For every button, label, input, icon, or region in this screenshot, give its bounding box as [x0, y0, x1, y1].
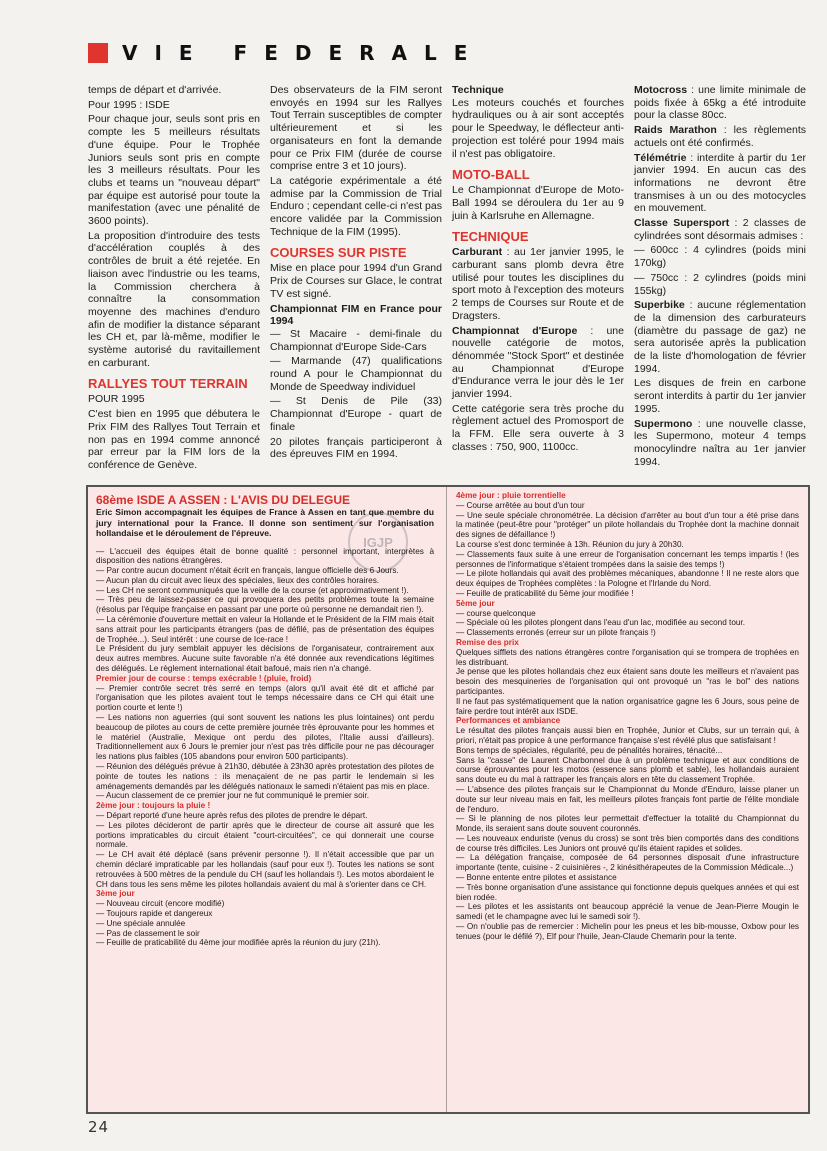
article-columns [88, 84, 808, 474]
box-paragraph: — Toujours rapide et dangereux [96, 908, 213, 918]
box-paragraph: Le résultat des pilotes français aussi bien en Trophée, Junior et Clubs, sur un terrain qui, à priori, n'était pas propice à une performance française s'est révélé plus que satisfaisant ! [456, 726, 799, 745]
paragraph: Des observateurs de la FIM seront envoyés en 1994 sur les Rallyes Tout Terrain susceptibles de compter ultérieurement et si les organisateurs en font la demande pour ce Prix FIM (durée de course comprise entre 3 et 10 jours). [270, 84, 442, 173]
paragraph: Les disques de frein en carbone seront interdits à partir du 1er janvier 1995. [634, 377, 806, 415]
paragraph: Mise en place pour 1994 d'un Grand Prix de Courses sur Glace, le contrat TV est signé. [270, 262, 442, 300]
column-2 [270, 84, 442, 474]
paragraph-carburant-label: Carburant [452, 246, 503, 259]
box-subheading: 5ème jour [456, 598, 495, 608]
paragraph [634, 84, 806, 122]
list-item: — St Macaire - demi-finale du Championnat d'Europe Side-Cars [270, 327, 442, 353]
column-1 [88, 84, 260, 474]
box-paragraph: — Aucun plan du circuit avec lieux des spéciales, lieux des contrôles horaires. [96, 575, 380, 585]
box-paragraph: — Par contre aucun document n'était écrit en français, langue officielle des 6 Jours. [96, 566, 399, 576]
box-paragraph: — Spéciale où les pilotes plongent dans l'eau d'un lac, modifiée au second tour. [456, 618, 745, 628]
subheading-championnat: Championnat FIM en France pour 1994 [270, 302, 442, 328]
box-subheading: 2ème jour : toujours la pluie ! [96, 801, 211, 811]
list-item: — St Denis de Pile (33) Championnat d'Europe - quart de finale [270, 395, 442, 433]
box-paragraph: — Nouveau circuit (encore modifié) [96, 899, 225, 909]
box-paragraph: — On n'oublie pas de remercier : Michelin pour les pneus et les bib-mousse, Oxbow pour les tenues (pour le défilé ?), Elf pour l'huile, Jean-Claude Chemarin pour la tente. [456, 922, 799, 941]
paragraph: Pour chaque jour, seuls sont pris en compte les 5 meilleurs résultats d'une équipe. Pour le Trophée Juniors seuls sont pris en compte les 3 meilleurs résultats. Pour les clubs et teams un "nouveau départ" par équipe est autorisé pour toute la manifestation (avec une pénalité de 3600 points). [88, 113, 260, 228]
box-paragraph: — Une spéciale annulée [96, 918, 186, 928]
box-paragraph: — La cérémonie d'ouverture mettait en valeur la Hollande et le Président de la FIM mais était sans attrait pour les participants étrangers (pas de défilé, pas de présentation des équipes de Trophée...). Seul intérêt : une course de Ice-race ! [96, 615, 434, 644]
paragraph: Les moteurs couchés et fourches hydrauliques ou à air sont acceptés pour le Speedway, le déflecteur anti-projection est toléré pour 1994 mais il n'est pas obligatoire. [452, 96, 624, 160]
column-3 [452, 84, 624, 474]
heading-technique: TECHNIQUE [452, 229, 529, 245]
box-paragraph: Quelques sifflets des nations étrangères contre l'organisation qui se trompera de trophées en les distribuant. [456, 647, 799, 667]
box-left-column [96, 493, 434, 948]
paragraph: — 750cc : 2 cylindres (poids mini 155kg) [634, 271, 806, 297]
paragraph: POUR 1995 [88, 393, 145, 406]
box-subheading: Premier jour de course : temps exécrable ! (pluie, froid) [96, 673, 312, 683]
box-paragraph: — L'accueil des équipes était de bonne qualité : personnel important, interprètes à disposition des nations étrangères. [96, 546, 434, 566]
box-paragraph: — Réunion des délégués prévue à 21h30, débutée à 23h30 après protestation des pilotes de pointe de toutes les nations : ils menaçaient de ne pas partir le lendemain si les aménagements demandés par les délégués nationaux le samedi n'étaient pas mis en place. [96, 762, 434, 791]
heading-rallyes: RALLYES TOUT TERRAIN [88, 376, 248, 392]
paragraph: C'est bien en 1995 que débutera le Prix FIM des Rallyes Tout Terrain et non pas en 1994 comme annoncé par erreur par la FIM lors de la conférence de Genève. [88, 408, 260, 471]
paragraph-championnat-europe-text: : une nouvelle catégorie de motos, dénommée "Stock Sport" et destinée au Championnat d'Europe d'Endurance verra le jour dès le 1er janvier 1994. [452, 324, 624, 401]
paragraph-label: Classe Supersport [634, 217, 730, 230]
box-paragraph: — Les CH ne seront communiqués que la veille de la course (et approximativement !). [96, 585, 409, 595]
box-paragraph: — Le pilote hollandais qui avait des problèmes mécaniques, abandonne ! Il ne reste alors que deux équipes de Trophées complètes : la Pologne et l'Irlande du Nord. [456, 569, 799, 589]
box-paragraph: — Classements faux suite à une erreur de l'organisation concernant les temps impartis ! (les personnes de l'informatique s'étaient trompées dans la saisie des temps !) [456, 549, 799, 569]
paragraph-championnat-europe [452, 325, 624, 401]
box-paragraph: — L'absence des pilotes français sur le Championnat du Monde d'Enduro, laisse planer un doute sur leur niveau mais en fait, les meilleurs pilotes français font partie de l'élite mondiale de l'enduro. [456, 784, 799, 814]
box-paragraph: — Départ reporté d'une heure après refus des pilotes de prendre le départ. [96, 811, 368, 821]
paragraph-label: Supermono [634, 417, 693, 430]
paragraph-text: : interdite à partir du 1er janvier 1994. En aucun cas des informations ne devront être transmises à un ou des motocycles en mouvement. [634, 151, 806, 215]
box-subheading: 3ème jour [96, 889, 135, 899]
box-subheading: 4ème jour : pluie torrentielle [456, 491, 566, 500]
box-paragraph: — Aucun classement de ce premier jour ne fut communiqué le premier soir. [96, 791, 370, 801]
paragraph [634, 299, 806, 375]
paragraph: La catégorie expérimentale a été admise par la Commission de Trial Enduro ; cependant celle-ci n'est pas encore validée par la Commission Technique de la FIM (1995). [270, 174, 442, 238]
box-right-column [456, 491, 799, 942]
paragraph-label: Raids Marathon [634, 124, 717, 137]
box-paragraph: — Très bonne organisation d'une assistance qui fonctionne depuis quelques années et qui est bien rodée. [456, 882, 799, 902]
list-item: — Marmande (47) qualifications round A pour le Championnat du Monde de Speedway individuel [270, 355, 442, 393]
paragraph: Pour 1995 : ISDE [88, 98, 170, 111]
paragraph-label: Superbike [634, 299, 685, 312]
paragraph-championnat-europe-label: Championnat d'Europe [452, 324, 578, 337]
box-paragraph: Le Président du jury semblait appuyer les décisions de l'organisateur, contrairement aux deux autres membres. Aucune suite favorable n'a été donnée aux revendications légitimes des délégués. Le règlement international était bafoué, mais rien n'a changé. [96, 644, 434, 674]
box-paragraph: — Bonne entente entre pilotes et assistance [456, 873, 617, 883]
box-intro: Eric Simon accompagnait les équipes de France à Assen en tant que membre du jury international pour la France. Il donne son sentiment sur l'organisation hollandaise et le déroulement de l'épreuve. [96, 507, 434, 538]
watermark-stamp: IGJP [348, 512, 408, 572]
box-paragraph: — Premier contrôle secret très serré en temps (alors qu'il avait été dit et affiché par l'organisation que les pilotes avaient tout le temps nécessaire dans ce CH qui était une portion courte et lente !) [96, 683, 434, 713]
paragraph-carburant-text: : au 1er janvier 1995, le carburant sans plomb devra être utilisé pour toutes les disciplines du sport moto à l'exception des moteurs 2 temps de Courses sur Route et de Dragsters. [452, 246, 624, 322]
paragraph [634, 418, 806, 469]
column-4 [634, 84, 806, 474]
subheading-technique: Technique [452, 84, 504, 96]
paragraph-label: Télémétrie [634, 151, 687, 164]
box-paragraph: — Les nations non aguerries (qui sont souvent les nations les plus lointaines) ont perdu beaucoup de pilotes au cours de cette première journée très éprouvante pour les hommes et le matériel (Australie, Mexique ont perdu des pilotes, l'Italie aussi d'ailleurs). Traditionnellement aux 6 Jours le premier jour n'est pas très difficile pour ne pas décourager les nations plus faibles (105 abandons pour environ 500 participants). [96, 713, 434, 762]
delegate-report-box [86, 485, 810, 1114]
box-paragraph: — Très peu de laissez-passer ce qui provoquera des petits problèmes toute la semaine (résolus par l'équipe française en passant par une porte où personne ne demandait rien !). [96, 595, 434, 615]
section-title: VIE FEDERALE [122, 41, 485, 65]
paragraph-text: : une nouvelle classe, les Supermono, moteur 4 temps monocylindre naîtra au 1er janvier 1994. [634, 417, 806, 468]
box-paragraph: — Classements erronés (erreur sur un pilote français !) [456, 628, 656, 638]
box-title: 68ème ISDE A ASSEN : L'AVIS DU DELEGUE [96, 493, 351, 507]
paragraph-carburant [452, 246, 624, 322]
paragraph: Cette catégorie sera très proche du règlement actuel des Promosport de la FFM. Elle sera ouverte à 3 classes : 750, 900, 1100cc. [452, 402, 624, 453]
box-paragraph: — Si le planning de nos pilotes leur permettait d'effectuer la totalité du Championnat du Monde, ils seraient sans doute souvent couronnés. [456, 814, 799, 834]
page-number: 24 [88, 1118, 110, 1136]
section-header [88, 40, 484, 66]
paragraph: Le Championnat d'Europe de Moto-Ball 1994 se déroulera du 1er au 9 juin à Karlsruhe en Allemagne. [452, 184, 624, 222]
box-paragraph: — Pas de classement le soir [96, 928, 200, 938]
box-paragraph: — Course arrêtée au bout d'un tour [456, 500, 585, 510]
box-paragraph: — Les nouveaux enduriste (venus du cross) se sont très bien comportés dans des conditions de course très difficiles. Les Juniors ont prouvé qu'ils étaient rapides et solides. [456, 833, 799, 853]
box-paragraph: Il ne faut pas systématiquement que la nation organisatrice gagne les 6 Jours, sous peine de faire perdre tout intérêt aux ISDE. [456, 696, 799, 716]
heading-moto-ball: MOTO-BALL [452, 167, 530, 183]
paragraph: — 600cc : 4 cylindres (poids mini 170kg) [634, 244, 806, 270]
box-paragraph: La course s'est donc terminée à 13h. Réunion du jury à 20h30. [456, 539, 684, 549]
paragraph [634, 217, 806, 242]
list-item: 20 pilotes français participeront à des épreuves FIM en 1994. [270, 435, 442, 461]
box-paragraph: — Une seule spéciale chronométrée. La décision d'arrêter au bout d'un tour a été prise dans la matinée (peut-être pour "protéger" un pilote hollandais du Trophée dont la machine donnait des signes de défaillance !) [456, 510, 799, 540]
box-paragraph: Je pense que les pilotes hollandais chez eux étaient sans doute les meilleurs et n'avaient pas besoin des mesquineries de l'organisation qui ont provoqué un "ras le bol" des nations participantes. [456, 667, 799, 696]
box-paragraph: Sans la "casse" de Laurent Charbonnel due à un problème technique et aux conditions de course éprouvantes pour les motos (essence sans plomb et sable), les hollandais auraient sans doute eu du mal à rattraper les français alors en tête du classement Trophée. [456, 755, 799, 785]
paragraph-label: Motocross [634, 84, 688, 96]
box-paragraph: — Les pilotes décideront de partir après que le directeur de course ait assuré que les portions impraticables du circuit étaient "court-circuitées", ce qui donnerait une course normale. [96, 820, 434, 850]
box-paragraph: — Les pilotes et les assistants ont beaucoup apprécié la venue de Jean-Pierre Mougin le samedi (et le champagne avec lui le samedi soir !). [456, 902, 799, 922]
paragraph-text: : une limite minimale de poids fixée à 65kg a été introduite pour la classe 80cc. [634, 84, 806, 122]
paragraph: temps de départ et d'arrivée. [88, 84, 222, 96]
paragraph-text: : 2 classes de cylindrées sont désormais admises : [634, 217, 806, 242]
red-square-marker [88, 43, 108, 63]
paragraph [634, 124, 806, 149]
box-paragraph: Bons temps de spéciales, régularité, peu de pénalités horaires, ténacité... [456, 745, 723, 755]
heading-courses-sur-piste: COURSES SUR PISTE [270, 245, 407, 261]
box-paragraph: — Feuille de praticabilité du 4ème jour modifiée après la réunion du jury (21h). [96, 938, 381, 948]
box-paragraph: — La délégation française, composée de 64 personnes disposait d'une infrastructure importante (tente, cuisine - 2 cuisinières -, 2 kinésithérapeutes de la Commission Médicale...) [456, 853, 799, 873]
paragraph-text: : les règlements actuels ont été confirmés. [634, 124, 806, 149]
box-paragraph: — Le CH avait été déplacé (sans prévenir personne !). Il n'était accessible que par un chemin déclaré impraticable par les hollandais (sauf pour eux !). Toutes les nations se sont retrouvées à 500 mètres de la pendule du CH (sauf les hollandais !). Les motos abordaient le CH dans tous les sens même les pilotes hollandais avaient du mal à s'orienter dans ce CH. [96, 850, 434, 889]
box-subheading: Remise des prix [456, 637, 519, 647]
box-paragraph: — course quelconque [456, 608, 536, 618]
box-divider [446, 487, 447, 1112]
paragraph [634, 152, 806, 216]
paragraph: La proposition d'introduire des tests d'accélération couplés à des contrôles de bruit a été rejetée. En liaison avec l'industrie ou les teams, la Commission cherchera à connaître la consommation moyenne des machines d'enduro afin de modifier la distance séparant les CH et, par là-même, modifier le système autorisé du ravitaillement en carburant. [88, 229, 260, 369]
box-paragraph: — Feuille de praticabilité du 5ème jour modifiée ! [456, 588, 634, 598]
paragraph-text: : aucune réglementation de la dimension des carburateurs (diamètre du passage de gaz) ne sera autorisée après la publication de la liste d'homologation de février 1994. [634, 299, 806, 375]
box-subheading: Performances et ambiance [456, 716, 561, 726]
